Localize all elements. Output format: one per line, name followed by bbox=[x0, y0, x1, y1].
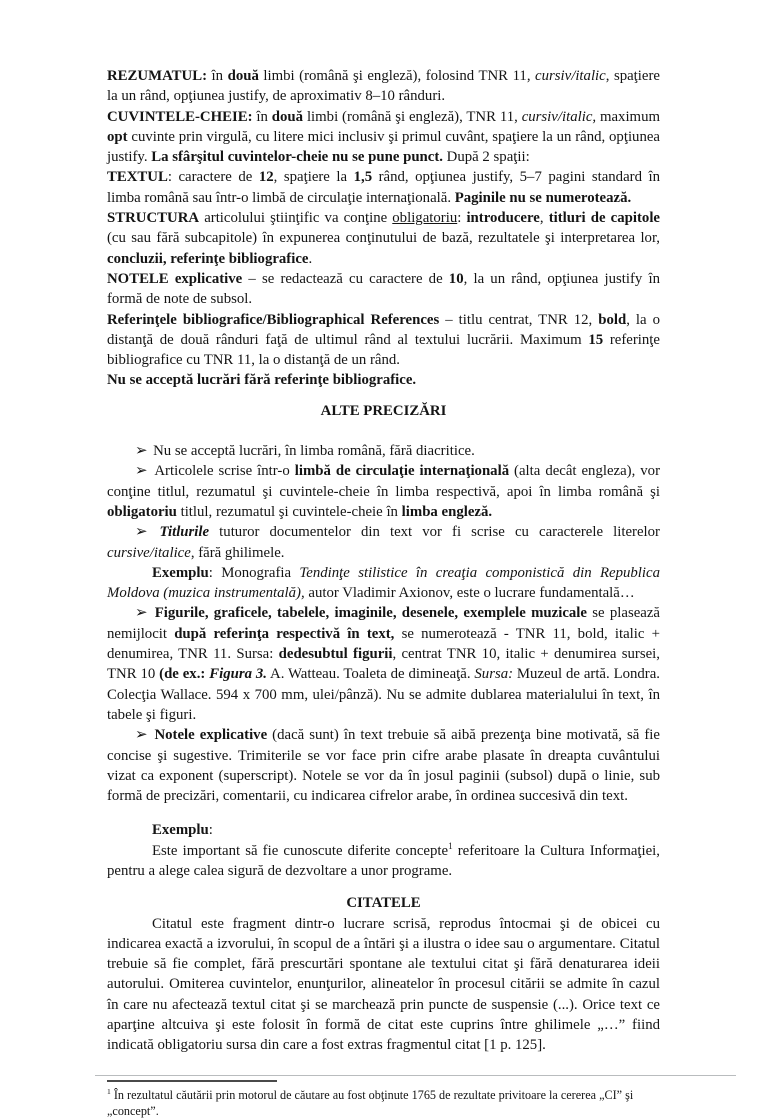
text-run: : bbox=[208, 822, 213, 839]
text-run: articolului ştiinţific va conţine bbox=[199, 210, 393, 227]
paragraph bbox=[107, 107, 660, 168]
text-run: referitoare la Cultura Informaţiei, pentru a alege calea sigură de dezvoltare a unor programe. bbox=[107, 842, 660, 879]
text-run: 1 bbox=[448, 840, 453, 851]
text-run: două bbox=[271, 108, 304, 125]
paragraph bbox=[107, 725, 660, 806]
section-heading bbox=[107, 401, 660, 421]
text-run: 1,5 bbox=[353, 169, 373, 186]
text-run: în bbox=[207, 68, 228, 84]
text-run: , la un rând, opţiunea justify în formă de note de subsol. bbox=[107, 270, 660, 308]
text-run: STRUCTURA bbox=[107, 210, 200, 227]
paragraph bbox=[107, 563, 660, 604]
text-run: rând, opţiunea justify, 5–7 pagini standard în limba română sau într-o limbă de circulaţie internaţională. bbox=[107, 169, 660, 206]
bullet-arrow-icon: ➢ bbox=[135, 727, 155, 744]
text-run: În rezultatul căutării prin motorul de căutare au fost obţinute 1765 de rezultate privitoare la cererea „CI” şi „concept”. bbox=[107, 1087, 634, 1119]
page-bottom-rule bbox=[95, 1075, 736, 1076]
text-run: Articolele scrise într-o bbox=[154, 463, 295, 480]
text-run: După 2 spaţii: bbox=[442, 149, 530, 166]
text-run: introducere bbox=[466, 210, 540, 227]
text-run: A. Watteau. Toaleta de dimineaţă. bbox=[266, 666, 475, 683]
paragraph bbox=[107, 269, 660, 310]
bullet-arrow-icon: ➢ bbox=[135, 443, 154, 460]
text-run: (de ex.: bbox=[159, 666, 206, 683]
text-run: Este important să fie cunoscute diferite concepte bbox=[152, 842, 449, 859]
text-run: bold bbox=[598, 311, 627, 328]
paragraph bbox=[107, 208, 660, 269]
paragraph bbox=[107, 522, 660, 563]
text-run: Tendinţe stilistice în creaţia componistică din Republica Moldova (muzica instrumentală), bbox=[107, 564, 660, 602]
text-run: două bbox=[227, 68, 259, 84]
text-run: 15 bbox=[588, 331, 604, 348]
text-run: se numerotează - TNR 11, bold, italic + denumirea, TNR 11. Sursa: bbox=[107, 625, 660, 663]
text-run: obligatoriu bbox=[392, 210, 458, 227]
text-run: ALTE PRECIZĂRI bbox=[320, 402, 447, 419]
text-run: Muzeul de artă. Londra. Colecţia Wallace. 594 x 700 mm, ulei/pânză). Nu se admite dublarea materialului în text, în tabele şi figuri. bbox=[107, 666, 660, 723]
text-run: cursive/italice bbox=[107, 544, 191, 561]
paragraph bbox=[107, 66, 660, 107]
text-run: Figurile, graficele, tabelele, imaginile, desenele, exemplele muzicale bbox=[154, 605, 587, 622]
text-run: după referinţa respectivă în text, bbox=[174, 625, 395, 642]
text-run: cuvinte prin virgulă, cu litere mici inclusiv şi primul cuvânt, spaţiere la un rând, opţiunea justify. bbox=[107, 128, 660, 166]
section-heading bbox=[107, 893, 660, 913]
footnote-separator bbox=[107, 1080, 277, 1082]
text-run: 10 bbox=[448, 270, 464, 287]
text-run: Exemplu bbox=[152, 822, 209, 839]
footnote-area bbox=[107, 1080, 660, 1120]
text-run: , la o distanţă de două rânduri faţă de ultimul rând al textului lucrării. Maximum bbox=[107, 311, 660, 348]
paragraph bbox=[107, 310, 660, 371]
text-run: referinţe bibliografice cu TNR 11, la o distanţă de un rând. bbox=[107, 331, 660, 369]
text-run: limbi (română şi engleză), TNR 11, bbox=[303, 108, 522, 125]
text-run: dedesubtul figurii bbox=[278, 646, 393, 663]
text-run: se plasează nemijlocit bbox=[107, 605, 660, 642]
footnote bbox=[107, 1087, 660, 1120]
text-run: : caractere de bbox=[167, 169, 259, 186]
paragraph bbox=[107, 603, 660, 725]
text-run: : Monografia bbox=[208, 564, 300, 581]
text-run: Citatul este fragment dintr-o lucrare scrisă, reprodus întocmai şi de obicei cu indicarea exactă a izvorului, în scopul de a întări şi a ilustra o idee sau o argumentare. Citatul trebuie să fie complet, fără prescurtări spontane ale textului citat şi fără denaturarea ideii autorului. Omiterea cuvintelor, enunţurilor, alineatelor în procesul citării se admite în cazul în care nu afectează textul citat şi se marchează prin puncte de suspensie (...). Orice text ce aparţine altcuiva şi este folosit în formă de citat este cuprins între ghilimele „…” fiind indicată obligatoriu sursa din care a fost extras fragmentul citat [1 p. 125]. bbox=[107, 915, 660, 1054]
bullet-arrow-icon: ➢ bbox=[135, 463, 155, 480]
bullet-arrow-icon: ➢ bbox=[135, 605, 155, 622]
text-run: NOTELE explicative bbox=[107, 270, 243, 287]
document-content bbox=[107, 66, 660, 1120]
text-run: (cu sau fără subcapitole) în expunerea conţinutului de bază, rezultatele şi interpretarea lor, bbox=[107, 230, 660, 247]
text-run: titluri de capitole bbox=[548, 210, 660, 227]
paragraph bbox=[107, 370, 660, 390]
text-run: , bbox=[539, 210, 549, 227]
text-run: autor Vladimir Axionov, este o lucrare fundamentală… bbox=[304, 585, 635, 602]
text-run: Sursa: bbox=[474, 666, 514, 683]
text-run: limba engleză. bbox=[401, 503, 493, 520]
text-run: limbi (română şi engleză), folosind TNR 11, bbox=[258, 68, 536, 84]
text-run: Nu se acceptă lucrări, în limba română, fără diacritice. bbox=[153, 443, 475, 460]
text-run: , centrat TNR 10, italic + denumirea sursei, TNR 10 bbox=[107, 646, 660, 683]
text-run: limbă de circulaţie internaţională bbox=[294, 463, 510, 480]
paragraph bbox=[107, 167, 660, 208]
text-run: CUVINTELE-CHEIE: bbox=[107, 108, 253, 125]
text-run: Notele explicative bbox=[154, 727, 268, 744]
paragraph bbox=[107, 441, 660, 461]
paragraph bbox=[107, 841, 660, 882]
text-run: : bbox=[457, 210, 467, 227]
text-run: Paginile nu se numerotează. bbox=[454, 189, 632, 206]
text-run: cursiv/italic bbox=[535, 68, 606, 84]
text-run: CITATELE bbox=[346, 895, 421, 912]
paragraph bbox=[107, 914, 660, 1056]
text-run: maximum bbox=[596, 108, 660, 125]
text-run: REZUMATUL: bbox=[107, 68, 208, 84]
text-run: Referinţele bibliografice/Bibliographical References bbox=[107, 311, 440, 328]
text-run: (alta decât engleza), vor conţine titlul, rezumatul şi cuvintele-cheie în limba respectivă, apoi în limba română şi bbox=[107, 463, 660, 500]
text-run: concluzii, referinţe bibliografice bbox=[107, 250, 309, 267]
text-run: 12 bbox=[258, 169, 274, 186]
text-run: Titlurile bbox=[159, 524, 210, 541]
text-run: , fără ghilimele. bbox=[190, 544, 285, 561]
paragraph bbox=[107, 461, 660, 522]
text-run: opt bbox=[107, 128, 128, 145]
document-body bbox=[107, 66, 660, 1056]
text-run: obligatoriu bbox=[107, 503, 177, 520]
text-run: – titlu centrat, TNR 12, bbox=[439, 311, 599, 328]
text-run: Exemplu bbox=[152, 564, 209, 581]
text-run: Nu se acceptă lucrări fără referinţe bibliografice. bbox=[107, 372, 417, 389]
text-run: titlul, rezumatul şi cuvintele-cheie în bbox=[176, 503, 402, 520]
text-run: TEXTUL bbox=[107, 169, 168, 186]
text-run: (dacă sunt) în text trebuie să aibă prezenţa bine motivată, să fie concise şi sugestive. Trimiterile se vor face prin cifre arabe plasate în dreapta cuvântului vizat ca exponent (superscript). Notele se vor da în josul paginii (subsol) după o linie, sub formă de precizări, comentarii, cu indicarea cifrelor arabe, în ordinea succesivă din text. bbox=[107, 727, 660, 805]
text-run: tuturor documentelor din text vor fi scrise cu caracterele literelor bbox=[209, 524, 660, 541]
text-run: – se redactează cu caractere de bbox=[242, 270, 449, 287]
text-run: , spaţiere la un rând, opţiunea justify, de aproximativ 8–10 rânduri. bbox=[107, 68, 660, 105]
text-run: Figura 3. bbox=[209, 666, 267, 683]
text-run: . bbox=[308, 250, 313, 267]
text-run: La sfârşitul cuvintelor-cheie nu se pune punct. bbox=[151, 149, 443, 166]
paragraph bbox=[107, 820, 660, 840]
text-run: , spaţiere la bbox=[273, 169, 354, 186]
text-run: în bbox=[252, 108, 272, 125]
text-run: 1 bbox=[107, 1086, 111, 1096]
bullet-arrow-icon: ➢ bbox=[135, 524, 160, 541]
text-run: cursiv/italic, bbox=[521, 108, 597, 125]
